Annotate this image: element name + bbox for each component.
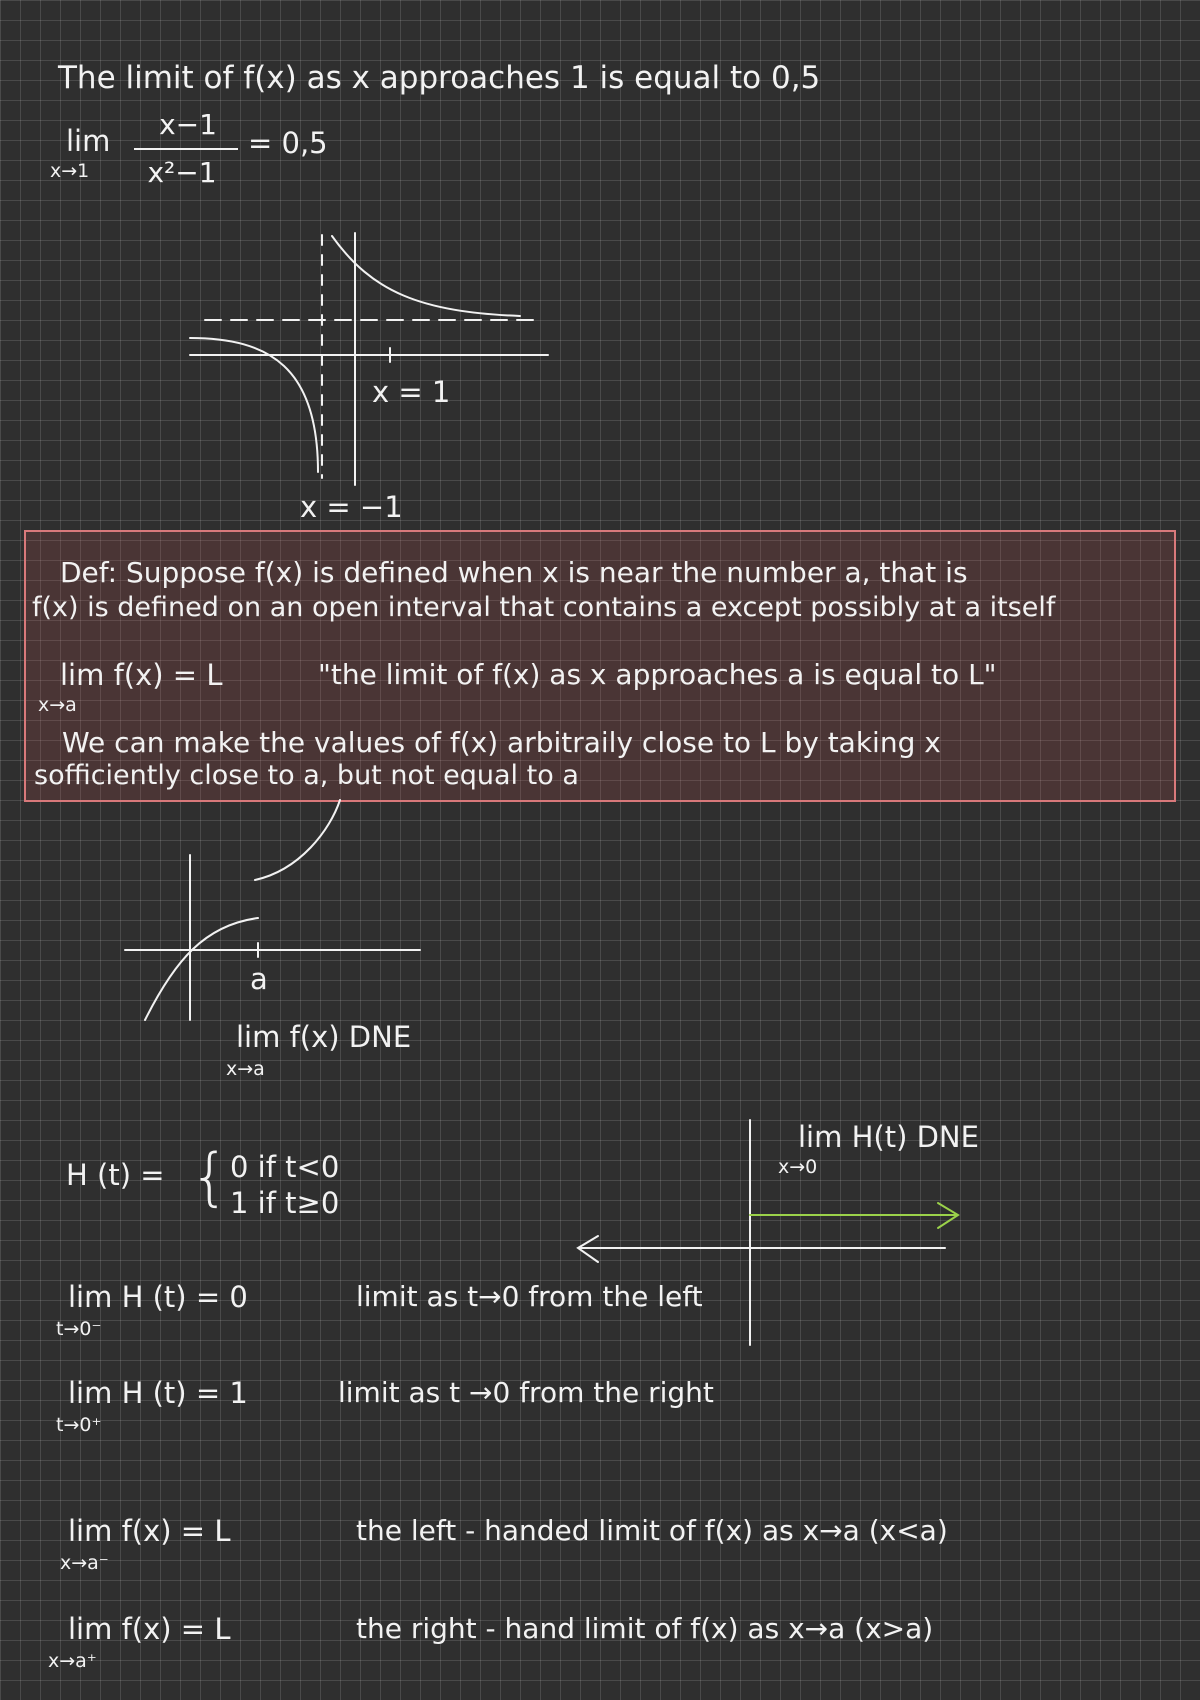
intro-denominator: x²−1 [147,156,217,189]
right-limit-sub: t→0⁺ [56,1414,102,1436]
one-sided-right-sub: x→a⁺ [48,1650,97,1672]
definition-line4: We can make the values of f(x) arbitraily close to L by taking x [62,726,941,759]
heaviside-case2: 1 if t≥0 [230,1186,340,1220]
graph2-tick-label: a [250,962,268,996]
one-sided-left-desc: the left - handed limit of f(x) as x→a (x<a) [356,1514,948,1547]
graph1-label-x1: x = 1 [372,375,451,409]
heaviside-def-left: H (t) = [66,1158,165,1192]
intro-lim-sub: x→1 [50,160,90,182]
heaviside-graph-dne-sub: x→0 [778,1156,818,1178]
definition-quote: "the limit of f(x) as x approaches a is equal to L" [318,658,997,691]
one-sided-right-desc: the right - hand limit of f(x) as x→a (x>a) [356,1612,934,1645]
intro-numerator: x−1 [159,108,217,141]
intro-result: = 0,5 [248,126,328,160]
definition-lim-sub: x→a [38,694,77,716]
heaviside-brace: { [190,1140,230,1213]
heaviside-graph-dne: lim H(t) DNE [798,1120,979,1154]
left-limit-sub: t→0⁻ [56,1318,102,1340]
definition-lim: lim f(x) = L [60,658,223,692]
definition-line2: f(x) is defined on an open interval that contains a except possibly at a itself [32,592,1056,623]
definition-line5: sofficiently close to a, but not equal to a [34,760,579,791]
graph1-label-xm1: x = −1 [300,490,403,524]
definition-line1: Def: Suppose f(x) is defined when x is near the number a, that is [60,556,968,589]
right-limit-expr: lim H (t) = 1 [68,1376,248,1410]
graph2-dne-sub: x→a [226,1058,265,1080]
right-limit-desc: limit as t →0 from the right [338,1376,714,1409]
intro-sentence: The limit of f(x) as x approaches 1 is equal to 0,5 [58,60,821,96]
one-sided-left-expr: lim f(x) = L [68,1514,231,1548]
left-limit-desc: limit as t→0 from the left [356,1280,703,1313]
one-sided-right-expr: lim f(x) = L [68,1612,231,1646]
intro-lim: lim [66,124,111,158]
graph2-dne: lim f(x) DNE [236,1020,412,1054]
one-sided-left-sub: x→a⁻ [60,1552,109,1574]
heaviside-case1: 0 if t<0 [230,1150,340,1184]
left-limit-expr: lim H (t) = 0 [68,1280,248,1314]
